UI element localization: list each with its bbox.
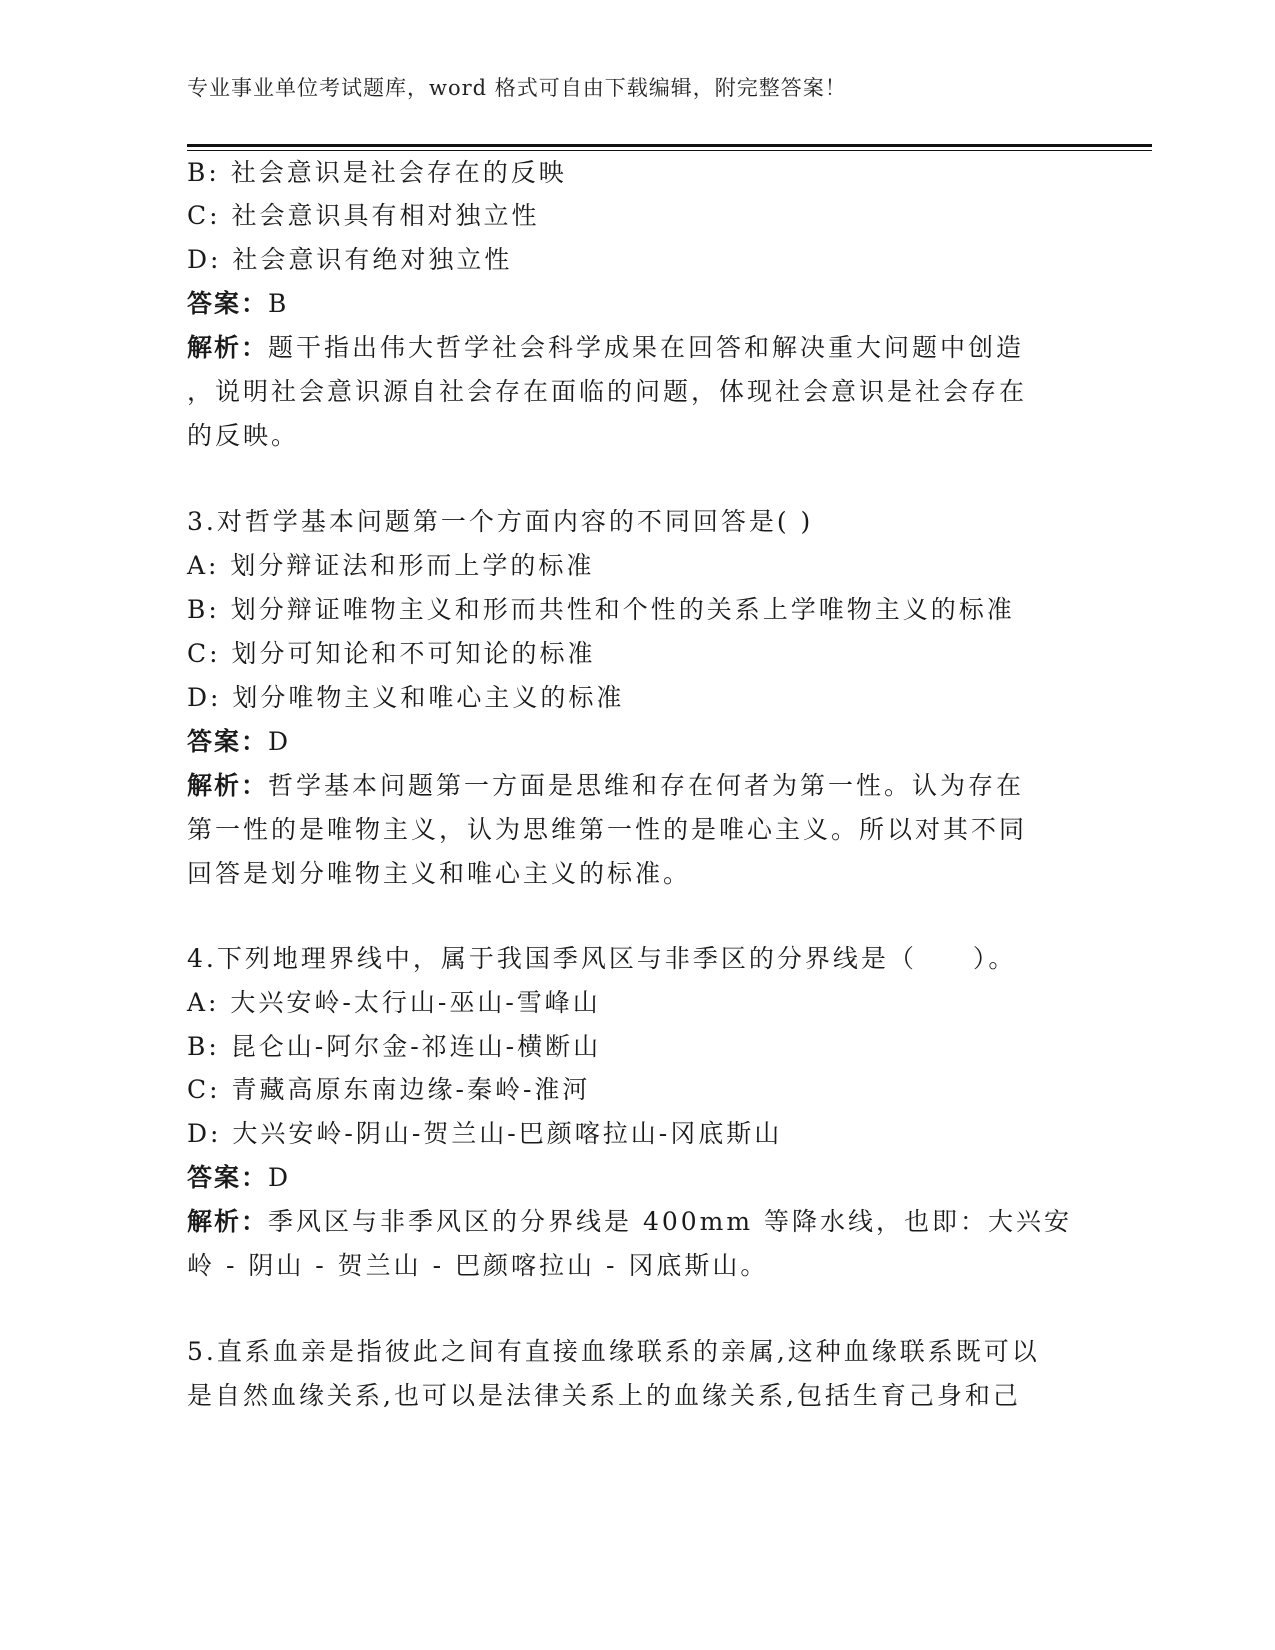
q3-analysis-line-3: 回答是划分唯物主义和唯心主义的标准。 — [187, 859, 692, 888]
analysis-label: 解析： — [187, 333, 269, 362]
q3-option-b: B: 划分辩证唯物主义和形而共性和个性的关系上学唯物主义的标准 — [187, 595, 1015, 624]
q3-analysis-line-1 — [187, 770, 1024, 802]
q4-answer — [187, 1162, 291, 1194]
answer-value: D — [268, 1163, 292, 1192]
answer-label: 答案： — [187, 727, 269, 756]
q4-option-b: B: 昆仑山-阿尔金-祁连山-横断山 — [187, 1032, 602, 1061]
q2-option-c: C: 社会意识具有相对独立性 — [187, 201, 540, 230]
q4-analysis-line-2: 岭 - 阴山 - 贺兰山 - 巴颜喀拉山 - 冈底斯山。 — [187, 1251, 769, 1280]
q5-question-line-2: 是自然血缘关系,也可以是法律关系上的血缘关系,包括生育己身和己 — [187, 1381, 1021, 1410]
q4-option-a: A: 大兴安岭-太行山-巫山-雪峰山 — [187, 988, 601, 1017]
q4-analysis-line-1 — [187, 1206, 1072, 1238]
q2-option-b: B: 社会意识是社会存在的反映 — [187, 158, 567, 187]
q3-option-c: C: 划分可知论和不可知论的标准 — [187, 639, 596, 668]
analysis-text: 题干指出伟大哲学社会科学成果在回答和解决重大问题中创造 — [268, 333, 1025, 362]
q3-question: 3.对哲学基本问题第一个方面内容的不同回答是( ) — [187, 507, 814, 536]
q3-option-d: D: 划分唯物主义和唯心主义的标准 — [187, 683, 625, 712]
q4-option-d: D: 大兴安岭-阴山-贺兰山-巴颜喀拉山-冈底斯山 — [187, 1119, 783, 1148]
q2-analysis-line-1 — [187, 332, 1024, 364]
analysis-text: 哲学基本问题第一方面是思维和存在何者为第一性。认为存在 — [268, 771, 1025, 800]
header-rule-thick — [187, 144, 1152, 147]
q2-answer — [187, 288, 289, 320]
q2-option-d: D: 社会意识有绝对独立性 — [187, 245, 513, 274]
analysis-label: 解析： — [187, 1207, 269, 1236]
q3-answer — [187, 726, 291, 758]
analysis-label: 解析： — [187, 771, 269, 800]
analysis-text: 季风区与非季风区的分界线是 400mm 等降水线，也即：大兴安 — [268, 1207, 1073, 1236]
answer-label: 答案： — [187, 289, 269, 318]
page-header: 专业事业单位考试题库，word 格式可自由下载编辑，附完整答案！ — [187, 76, 847, 100]
q3-option-a: A: 划分辩证法和形而上学的标准 — [187, 551, 595, 580]
q2-analysis-line-2: ，说明社会意识源自社会存在面临的问题，体现社会意识是社会存在 — [187, 377, 1028, 406]
q4-option-c: C: 青藏高原东南边缘-秦岭-淮河 — [187, 1075, 591, 1104]
answer-label: 答案： — [187, 1163, 269, 1192]
q4-question: 4.下列地理界线中，属于我国季风区与非季区的分界线是（ ）。 — [187, 944, 1017, 973]
q5-question-line-1: 5.直系血亲是指彼此之间有直接血缘联系的亲属,这种血缘联系既可以 — [187, 1337, 1040, 1366]
q2-analysis-line-3: 的反映。 — [187, 421, 300, 450]
q3-analysis-line-2: 第一性的是唯物主义，认为思维第一性的是唯心主义。所以对其不同 — [187, 815, 1028, 844]
answer-value: D — [268, 727, 292, 756]
header-rule-thin — [187, 150, 1152, 151]
answer-value: B — [268, 289, 290, 318]
